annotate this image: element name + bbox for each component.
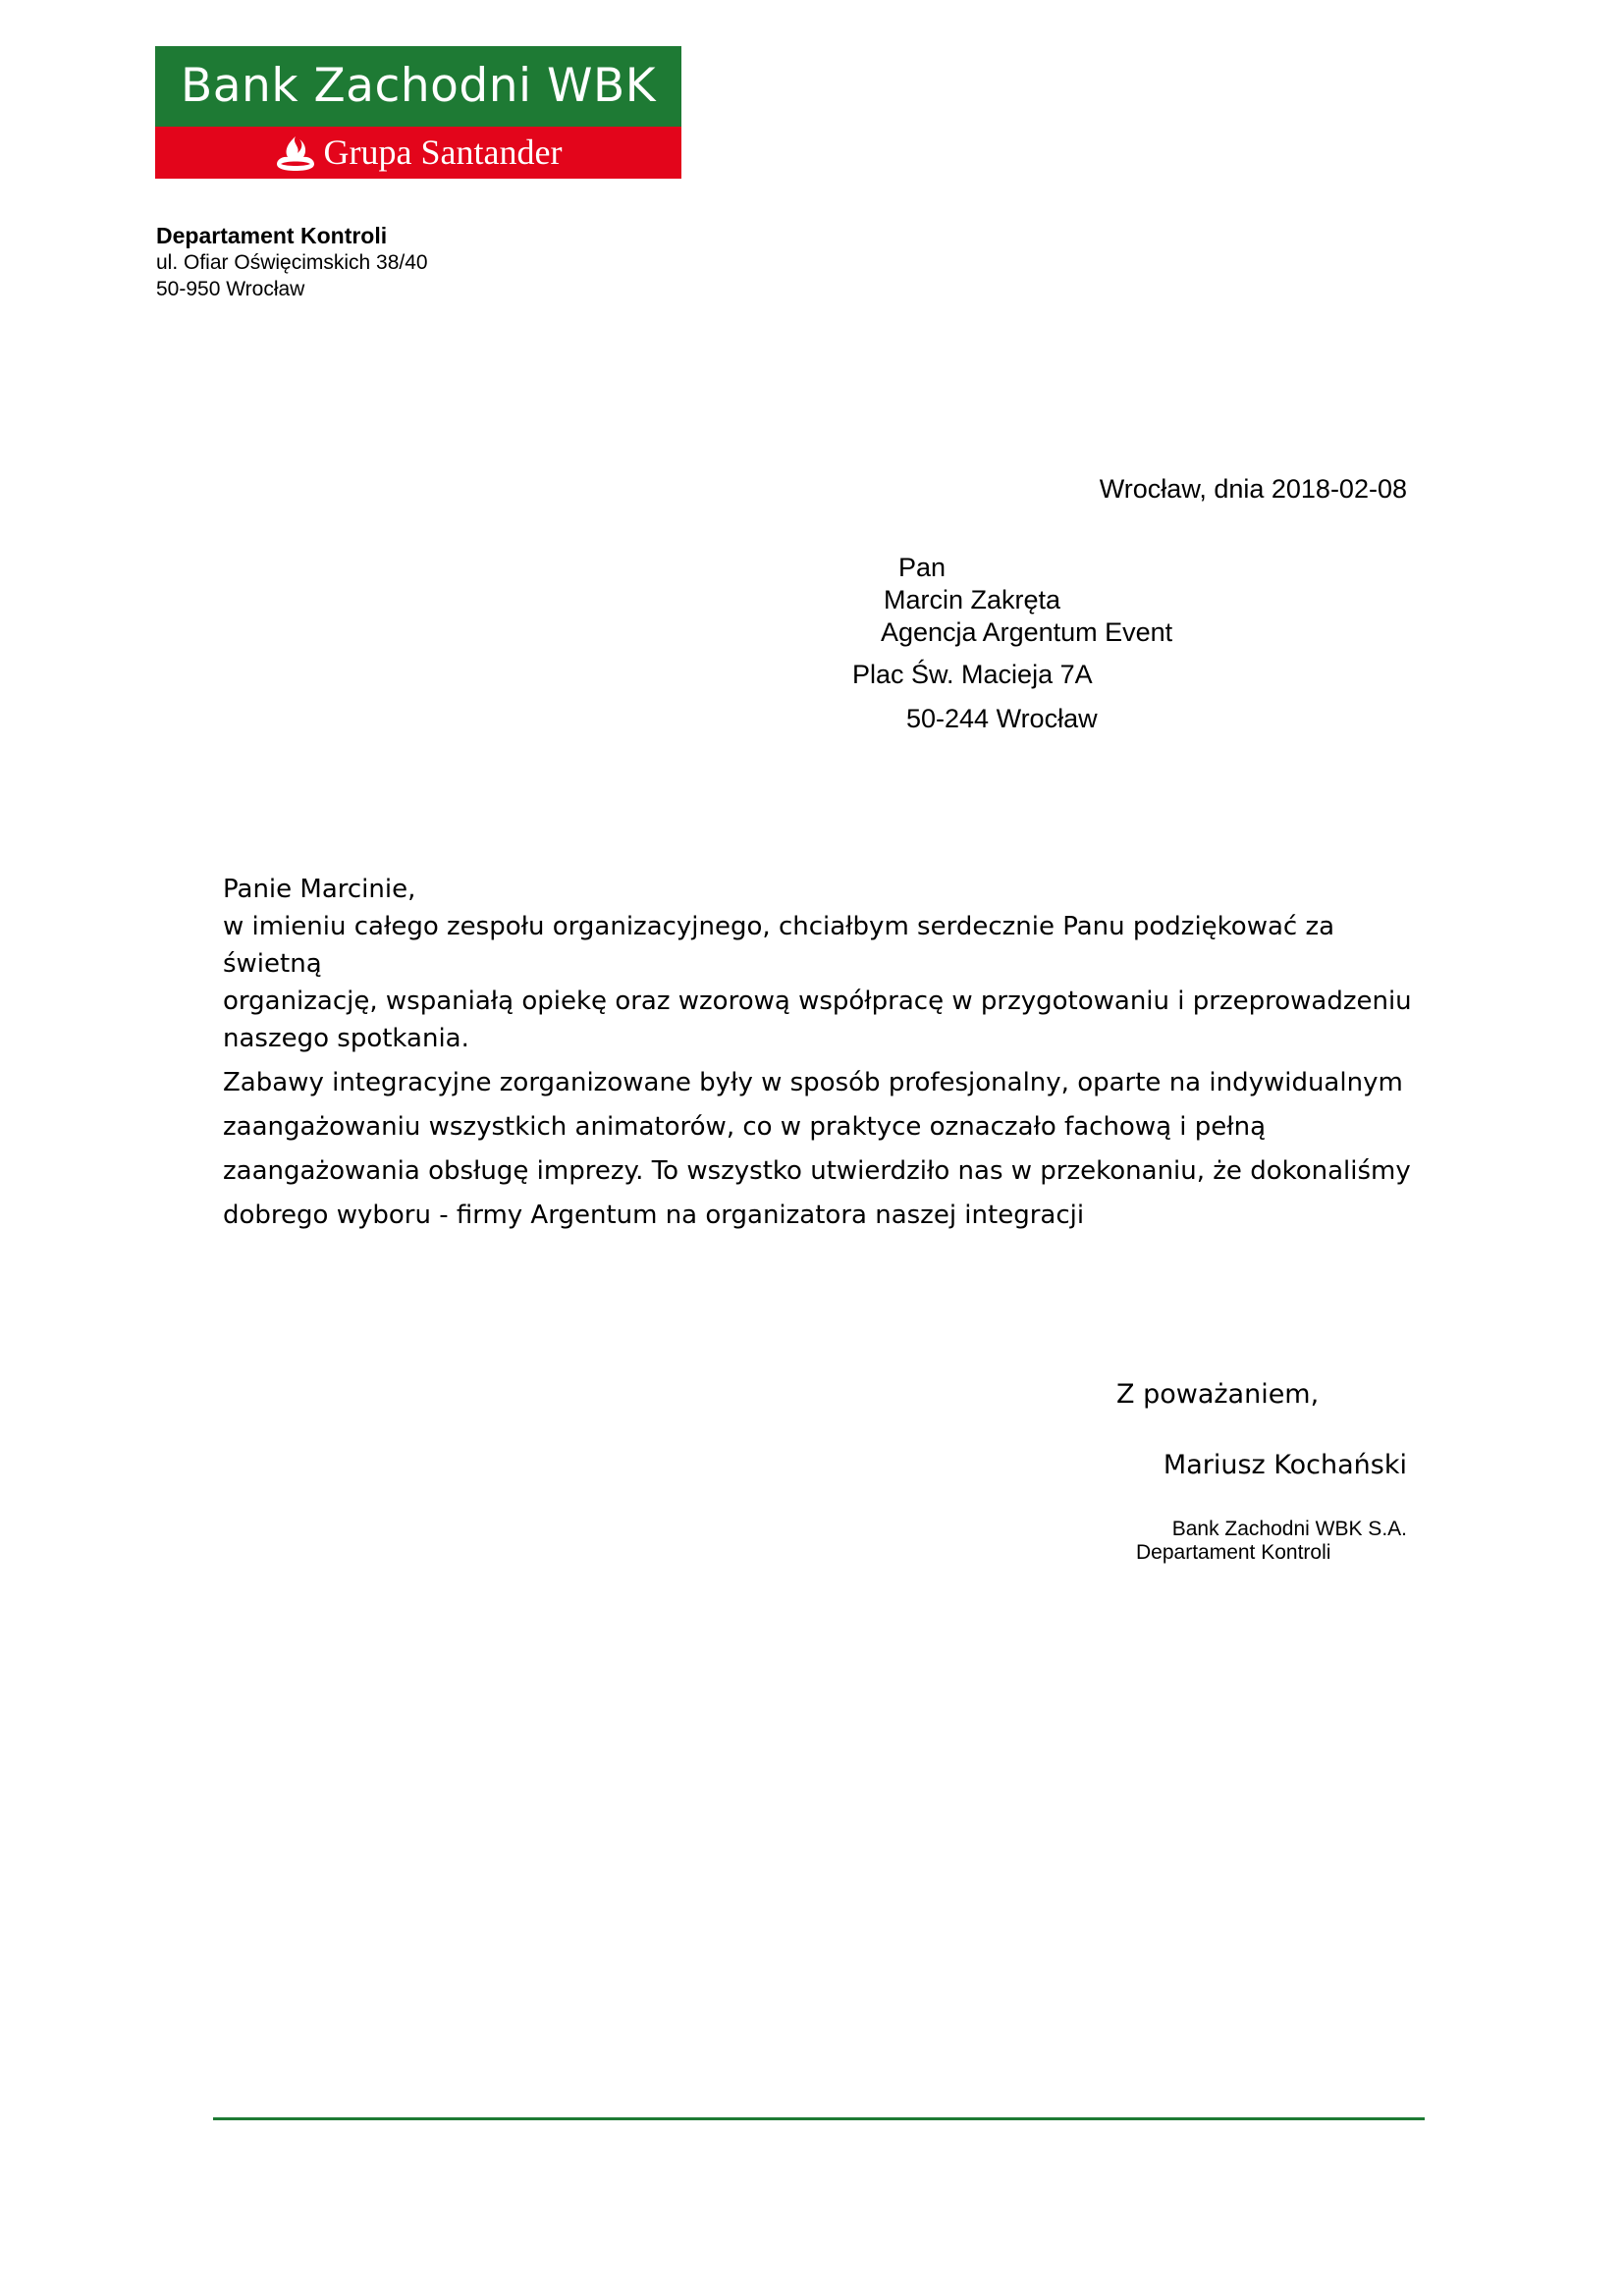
signer-department: Departament Kontroli [1136,1541,1331,1564]
paragraph-line: Zabawy integracyjne zorganizowane były w sposób profesjonalny, oparte na indywidualnym [223,1068,1403,1097]
greeting: Panie Marcinie, [223,875,416,904]
paragraph-2 [223,1061,1440,1238]
recipient-name: Marcin Zakręta [884,585,1061,614]
recipient-company: Agencja Argentum Event [881,617,1173,647]
recipient-street: Plac Św. Macieja 7A [852,660,1093,689]
paragraph-line: dobrego wyboru - firmy Argentum na organizatora naszej integracji [223,1201,1085,1230]
signer-company: Bank Zachodni WBK S.A. [1171,1518,1407,1540]
sender-street: ul. Ofiar Oświęcimskich 38/40 [156,251,428,274]
sender-address [156,223,428,302]
paragraph-line: zaangażowania obsługę imprezy. To wszystko utwierdziło nas w przekonaniu, że dokonaliśmy [223,1156,1411,1186]
paragraph-1 [223,908,1440,1057]
logo-group-name: Grupa Santander [323,133,563,172]
letter-body [223,871,1440,1238]
recipient-salutation: Pan [898,553,947,582]
paragraph-line: organizację, wspaniałą opiekę oraz wzorową współpracę w przygotowaniu i przeprowadzeniu [223,987,1412,1016]
logo-bank-name: Bank Zachodni WBK [155,46,681,127]
date-line: Wrocław, dnia 2018-02-08 [1099,474,1407,504]
paragraph-line: naszego spotkania. [223,1024,469,1053]
bank-logo [155,46,681,179]
sender-department: Departament Kontroli [156,223,388,248]
santander-flame-icon [275,134,316,172]
logo-group-banner [155,127,681,179]
recipient-city: 50-244 Wrocław [906,704,1098,733]
signer-name: Mariusz Kochański [1163,1450,1407,1480]
footer-divider [213,2117,1425,2120]
paragraph-line: w imieniu całego zespołu organizacyjnego, chciałbym serdecznie Panu podziękować za świetną [223,912,1335,979]
closing-regards: Z poważaniem, [1116,1379,1320,1410]
paragraph-line: zaangażowaniu wszystkich animatorów, co w praktyce oznaczało fachową i pełną [223,1112,1267,1142]
sender-city: 50-950 Wrocław [156,278,305,300]
